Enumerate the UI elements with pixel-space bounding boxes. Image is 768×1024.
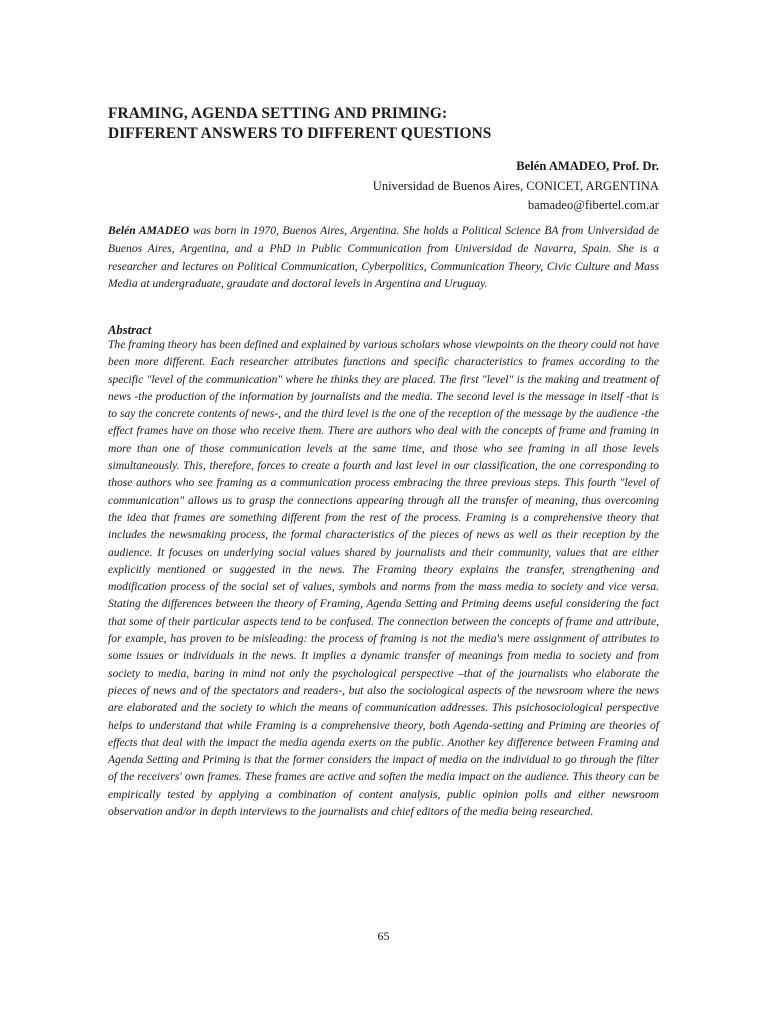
author-block xyxy=(373,157,659,216)
author-affiliation: Universidad de Buenos Aires, CONICET, ARGENTINA xyxy=(372,178,659,193)
abstract-heading: Abstract xyxy=(108,323,152,337)
abstract-body: The framing theory has been defined and explained by various scholars whose viewpoints on the theory could not have been more different. Each researcher attributes functions and specific characteristics to frames according to the specific "level of the communication" where he thinks they are placed. The first "level" is the making and treatment of news -the production of the information by journalists and the media. The second level is the message in itself -that is to say the concrete contents of news-, and the third level is the one of the reception of the message by the audience -the effect frames have on those who receive them. There are authors who deal with the concepts of frame and framing in more than one of those communication levels at the same time, and those who see framing in all those levels simultaneously. This, therefore, forces to create a fourth and last level in our classification, the one corresponding to those authors who see framing as a communication process embracing the three previous steps. This fourth "level of communication" allows us to grasp the connections appearing through all the transfer of meaning, thus overcoming the idea that frames are something different from the rest of the process. Framing is a comprehensive theory that includes the newsmaking process, the formal characteristics of the pieces of news as well as their reception by the audience. It focuses on underlying social values shared by journalists and their community, values that are either explicitly mentioned or suggested in the news. The Framing theory explains the transfer, strengthening and modification process of the social set of values, symbols and norms from the mass media to society and vice versa. Stating the differences between the theory of Framing, Agenda Setting and Priming deems useful considering the fact that some of their particular aspects tend to be confused. The connection between the concepts of frame and attribute, for example, has proven to be misleading: the process of framing is not the media's mere assignment of attributes to some issues or individuals in the news. It implies a dynamic transfer of meanings from media to society and from society to media, baring in mind not only the psychological perspective –that of the journalists who elaborate the pieces of news and of the spectators and readers-, but also the sociological aspects of the newsroom where the news are elaborated and the society to which the means of communication addresses. This psichosociological perspective helps to understand that while Framing is a comprehensive theory, both Agenda-setting and Priming are theories of effects that deal with the impact the media agenda exerts on the public. Another key difference between Framing and Agenda Setting and Priming is that the former considers the impact of media on the individual to go through the filter of the receivers' own frames. These frames are active and soften the media impact on the audience. This theory can be empirically tested by applying a combination of content analysis, public opinion polls and either newsroom observation and/or in depth interviews to the journalists and chief editors of the media being researched. xyxy=(108,339,659,819)
author-name: Belén AMADEO, Prof. Dr. xyxy=(516,159,659,173)
author-bio xyxy=(108,222,659,293)
bio-author-name: Belén AMADEO xyxy=(108,224,190,237)
paper-title-line-2: DIFFERENT ANSWERS TO DIFFERENT QUESTIONS xyxy=(108,125,492,142)
paper-title xyxy=(108,104,659,144)
document-page xyxy=(108,0,659,1024)
paper-title-line-1: FRAMING, AGENDA SETTING AND PRIMING: xyxy=(108,105,448,122)
author-email: bamadeo@fibertel.com.ar xyxy=(527,198,659,212)
bio-text: was born in 1970, Buenos Aires, Argentina. She holds a Political Science BA from Universidad de Buenos Aires, Argentina, and a PhD in Public Communication from Universidad de Navarra, Spain. She is a researcher and lectures on Political Communication, Cyberpolitics, Communication Theory, Civic Culture and Mass Media at undergraduate, graudate and doctoral levels in Argentina and Uruguay. xyxy=(108,224,659,291)
page-number: 65 xyxy=(377,929,390,943)
